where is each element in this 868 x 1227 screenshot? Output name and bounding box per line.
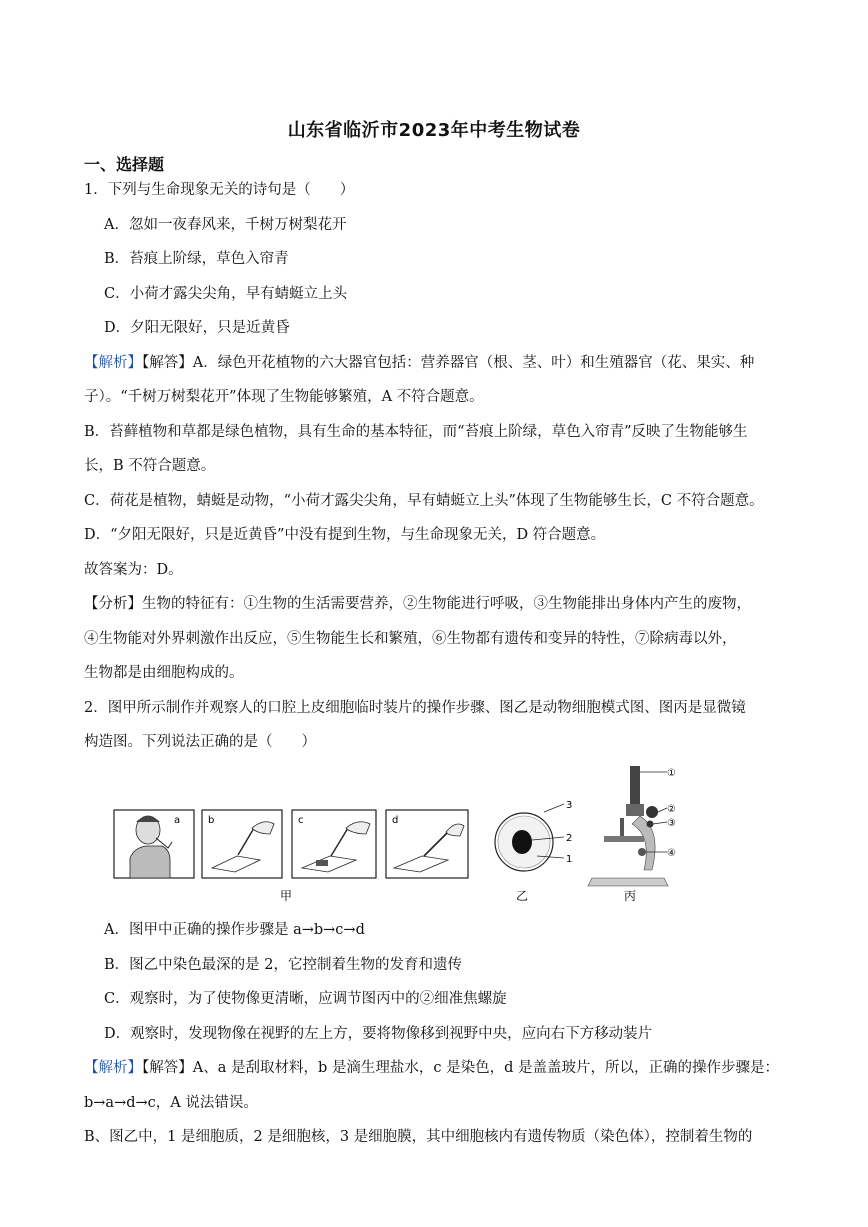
q1-analysis-line: B．苔藓植物和草都是绿色植物，具有生命的基本特征，而“苔痕上阶绿，草色入帘青”反映了生物能够生 bbox=[84, 424, 748, 440]
panel-c bbox=[292, 810, 376, 878]
analysis-tag: 【解析】 bbox=[84, 1060, 142, 1076]
q1-analysis-line: 【解析】【解答】A．绿色开花植物的六大器官包括：营养器官（根、茎、叶）和生殖器官（花、果实、种 bbox=[84, 355, 755, 371]
svg-text:c: c bbox=[298, 815, 304, 826]
analysis-tag: 【解析】 bbox=[84, 355, 142, 371]
scope-label-3: ③ bbox=[667, 818, 676, 829]
q1-option-d: D．夕阳无限好，只是近黄昏 bbox=[104, 320, 290, 336]
cell-label-2: 2 bbox=[566, 833, 573, 844]
q1-analysis-line: 子）。“千树万树梨花开”体现了生物能够繁殖，A 不符合题意。 bbox=[84, 389, 484, 405]
scope-label-1: ① bbox=[667, 768, 676, 779]
panel-d bbox=[386, 810, 468, 878]
scope-label-2: ② bbox=[667, 804, 676, 815]
q2-analysis-line: 【解析】【解答】A、a 是刮取材料，b 是滴生理盐水，c 是染色，d 是盖盖玻片，所以，正确的操作步骤是： bbox=[84, 1060, 779, 1076]
question-2-figure bbox=[112, 760, 676, 910]
q2-option-b: B．图乙中染色最深的是 2，它控制着生物的发育和遗传 bbox=[104, 957, 462, 973]
label-bing: 丙 bbox=[624, 889, 637, 903]
q1-answer: 故答案为：D。 bbox=[84, 562, 183, 578]
panel-label: a bbox=[174, 815, 181, 826]
q2-analysis-line: B、图乙中，1 是细胞质，2 是细胞核，3 是细胞膜，其中细胞核内有遗传物质（染色体），控制着生物的 bbox=[84, 1129, 753, 1145]
q1-analysis-line: C．荷花是植物，蜻蜓是动物，“小荷才露尖尖角，早有蜻蜓立上头”体现了生物能够生长，C 不符合题意。 bbox=[84, 493, 764, 509]
page-title: 山东省临沂市2023年中考生物试卷 bbox=[287, 120, 581, 141]
label-jia: 甲 bbox=[280, 889, 293, 903]
microscope-diagram bbox=[588, 766, 676, 903]
panel-a bbox=[114, 810, 194, 878]
label-yi: 乙 bbox=[516, 889, 529, 903]
section-heading: 一、选择题 bbox=[84, 155, 165, 174]
q1-analysis-line: 长，B 不符合题意。 bbox=[84, 458, 216, 474]
svg-text:b: b bbox=[208, 815, 215, 826]
q2-option-a: A．图甲中正确的操作步骤是 a→b→c→d bbox=[104, 922, 365, 938]
question-1-stem: 1．下列与生命现象无关的诗句是（ ） bbox=[84, 182, 355, 198]
q1-analysis-line: ④生物能对外界刺激作出反应，⑤生物能生长和繁殖，⑥生物都有遗传和变异的特性，⑦除病毒以外， bbox=[84, 631, 737, 647]
cell-diagram bbox=[495, 800, 572, 903]
q2-option-d: D．观察时，发现物像在视野的左上方，要将物像移到视野中央，应向右下方移动装片 bbox=[104, 1026, 653, 1042]
panel-b bbox=[202, 810, 282, 878]
cell-label-3: 3 bbox=[566, 800, 573, 811]
q2-option-c: C．观察时，为了使物像更清晰，应调节图丙中的②细准焦螺旋 bbox=[104, 991, 507, 1007]
q1-option-c: C．小荷才露尖尖角，早有蜻蜓立上头 bbox=[104, 286, 348, 302]
q1-analysis-line: 【分析】生物的特征有：①生物的生活需要营养，②生物能进行呼吸，③生物能排出身体内产生的废物， bbox=[84, 596, 751, 612]
q1-analysis-line: 生物都是由细胞构成的。 bbox=[84, 665, 244, 681]
q1-option-b: B．苔痕上阶绿，草色入帘青 bbox=[104, 251, 289, 267]
scope-label-4: ④ bbox=[667, 848, 676, 859]
q2-analysis-line: b→a→d→c，A 说法错误。 bbox=[84, 1095, 258, 1111]
cell-label-1: 1 bbox=[566, 854, 573, 865]
question-2-stem: 构造图。下列说法正确的是（ ） bbox=[84, 734, 316, 750]
q1-option-a: A．忽如一夜春风来，千树万树梨花开 bbox=[104, 217, 347, 233]
svg-text:d: d bbox=[392, 815, 399, 826]
q1-analysis-line: D．“夕阳无限好，只是近黄昏”中没有提到生物，与生命现象无关，D 符合题意。 bbox=[84, 527, 606, 543]
question-2-stem: 2．图甲所示制作并观察人的口腔上皮细胞临时装片的操作步骤、图乙是动物细胞模式图、图丙是显微镜 bbox=[84, 700, 746, 716]
